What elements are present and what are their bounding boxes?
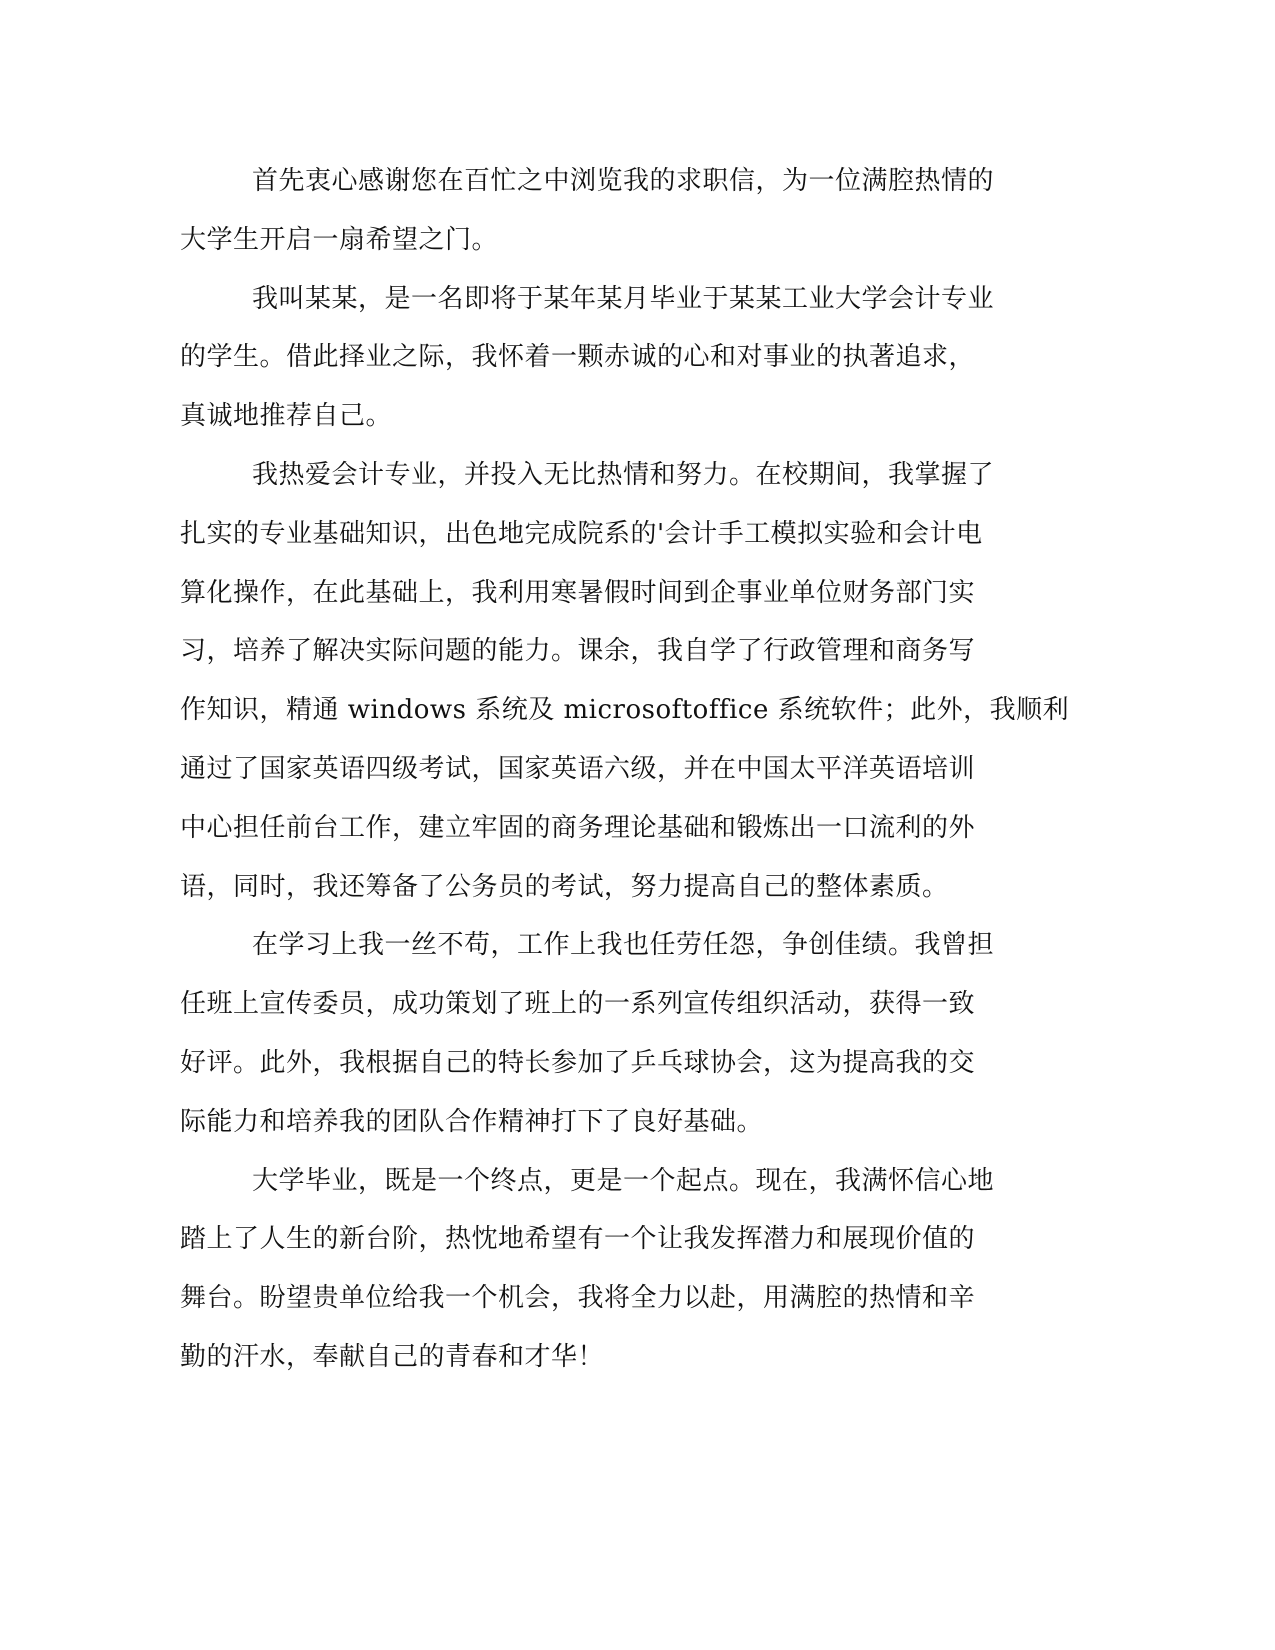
- paragraph-1: [180, 152, 1028, 270]
- text-line: 真诚地推荐自己。: [180, 401, 393, 432]
- text-line: 勤的汗水，奉献自己的青春和才华！: [180, 1341, 605, 1372]
- text-line: 在学习上我一丝不苟，工作上我也任劳任怨，争创佳绩。我曾担: [252, 930, 995, 961]
- text-line: 习，培养了解决实际问题的能力。课余，我自学了行政管理和商务写: [180, 636, 976, 667]
- text-line: 作知识，精通 windows 系统及 microsoftoffice 系统软件；此外，我顺利: [180, 695, 1070, 726]
- text-line: 任班上宣传委员，成功策划了班上的一系列宣传组织活动，获得一致: [180, 989, 976, 1020]
- text-line: 中心担任前台工作，建立牢固的商务理论基础和锻炼出一口流利的外: [180, 812, 976, 843]
- text-line: 踏上了人生的新台阶，热忱地希望有一个让我发挥潜力和展现价值的: [180, 1224, 976, 1255]
- text-line: 大学生开启一扇希望之门。: [180, 224, 499, 255]
- text-line: 的学生。借此择业之际，我怀着一颗赤诚的心和对事业的执著追求，: [180, 342, 976, 373]
- paragraph-5: [180, 1152, 1028, 1387]
- document-body: [180, 152, 1070, 1387]
- text-line: 舞台。盼望贵单位给我一个机会，我将全力以赴，用满腔的热情和辛: [180, 1283, 976, 1314]
- text-line: 语，同时，我还筹备了公务员的考试，努力提高自己的整体素质。: [180, 871, 949, 902]
- text-line: 大学毕业，既是一个终点，更是一个起点。现在，我满怀信心地: [252, 1165, 995, 1196]
- text-line: 扎实的专业基础知识，出色地完成院系的'会计手工模拟实验和会计电: [180, 518, 983, 549]
- text-line: 际能力和培养我的团队合作精神打下了良好基础。: [180, 1106, 764, 1137]
- paragraph-3: [180, 446, 1070, 916]
- text-line: 我热爱会计专业，并投入无比热情和努力。在校期间，我掌握了: [252, 459, 995, 490]
- text-line: 算化操作，在此基础上，我利用寒暑假时间到企事业单位财务部门实: [180, 577, 976, 608]
- paragraph-2: [180, 270, 1028, 446]
- text-line: 好评。此外，我根据自己的特长参加了乒乓球协会，这为提高我的交: [180, 1047, 976, 1078]
- paragraph-4: [180, 916, 1028, 1151]
- text-line: 通过了国家英语四级考试，国家英语六级，并在中国太平洋英语培训: [180, 753, 976, 784]
- text-line: 我叫某某，是一名即将于某年某月毕业于某某工业大学会计专业: [252, 283, 995, 314]
- text-line: 首先衷心感谢您在百忙之中浏览我的求职信，为一位满腔热情的: [252, 166, 995, 196]
